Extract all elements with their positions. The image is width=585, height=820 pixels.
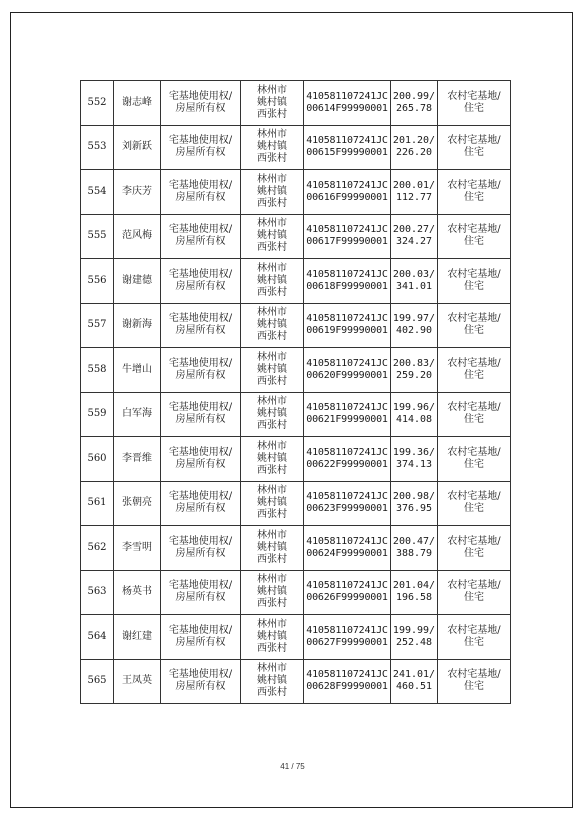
owner-name-cell: 王凤英	[114, 659, 161, 704]
table-row	[81, 659, 511, 704]
parcel-code-cell	[304, 170, 391, 215]
record-number-cell: 560	[81, 437, 114, 482]
parcel-code-cell-line: 00617F99990001	[306, 236, 388, 248]
location-cell-line: 林州市	[257, 663, 287, 675]
area-cell	[391, 526, 438, 571]
table-row	[81, 526, 511, 571]
land-use-cell-line: 农村宅基地/	[447, 402, 501, 414]
right-type-cell-line: 宅基地使用权/	[168, 135, 233, 147]
land-use-cell	[438, 348, 511, 393]
location-cell	[241, 303, 304, 348]
right-type-cell-line: 宅基地使用权/	[168, 624, 233, 636]
table-row	[81, 615, 511, 660]
area-cell-line: 201.04/	[392, 580, 436, 592]
parcel-code-cell-line: 410581107241JC	[306, 135, 388, 147]
land-use-cell	[438, 392, 511, 437]
area-cell-line: 460.51	[395, 681, 433, 693]
parcel-code-cell-line: 00616F99990001	[306, 191, 388, 203]
location-cell-line: 西张村	[257, 509, 287, 521]
parcel-code-cell-line: 00624F99990001	[306, 547, 388, 559]
land-use-cell	[438, 170, 511, 215]
area-cell-line: 200.01/	[392, 179, 436, 191]
area-cell	[391, 259, 438, 304]
area-cell-line: 341.01	[395, 280, 433, 292]
parcel-code-cell-line: 410581107241JC	[306, 268, 388, 280]
right-type-cell-line: 宅基地使用权/	[168, 357, 233, 369]
location-cell-line: 姚村镇	[257, 630, 287, 642]
location-cell-line: 林州市	[257, 307, 287, 319]
area-cell-line: 374.13	[395, 458, 433, 470]
location-cell-line: 西张村	[257, 642, 287, 654]
owner-name-cell: 李晋维	[114, 437, 161, 482]
table-row	[81, 170, 511, 215]
right-type-cell-line: 房屋所有权	[175, 592, 226, 604]
land-use-cell	[438, 659, 511, 704]
land-use-cell-line: 住宅	[464, 458, 484, 470]
right-type-cell-line: 宅基地使用权/	[168, 402, 233, 414]
location-cell-line: 姚村镇	[257, 408, 287, 420]
location-cell-line: 姚村镇	[257, 541, 287, 553]
land-use-cell	[438, 303, 511, 348]
location-cell	[241, 81, 304, 126]
parcel-code-cell-line: 410581107241JC	[306, 357, 388, 369]
area-cell-line: 200.99/	[392, 90, 436, 102]
land-use-cell-line: 农村宅基地/	[447, 90, 501, 102]
land-use-cell-line: 农村宅基地/	[447, 135, 501, 147]
right-type-cell-line: 宅基地使用权/	[168, 580, 233, 592]
land-use-cell	[438, 570, 511, 615]
parcel-code-cell-line: 410581107241JC	[306, 580, 388, 592]
area-cell-line: 226.20	[395, 147, 433, 159]
parcel-code-cell	[304, 81, 391, 126]
right-type-cell-line: 宅基地使用权/	[168, 179, 233, 191]
right-type-cell-line: 宅基地使用权/	[168, 268, 233, 280]
land-use-cell-line: 住宅	[464, 369, 484, 381]
location-cell-line: 西张村	[257, 153, 287, 165]
parcel-code-cell-line: 00626F99990001	[306, 592, 388, 604]
land-use-cell	[438, 437, 511, 482]
land-use-cell	[438, 615, 511, 660]
land-use-cell-line: 农村宅基地/	[447, 357, 501, 369]
parcel-code-cell	[304, 615, 391, 660]
land-use-cell-line: 住宅	[464, 681, 484, 693]
parcel-code-cell-line: 00620F99990001	[306, 369, 388, 381]
right-type-cell	[161, 81, 241, 126]
right-type-cell-line: 房屋所有权	[175, 191, 226, 203]
area-cell-line: 200.83/	[392, 357, 436, 369]
parcel-code-cell-line: 410581107241JC	[306, 624, 388, 636]
table-row	[81, 481, 511, 526]
parcel-code-cell	[304, 214, 391, 259]
right-type-cell	[161, 392, 241, 437]
parcel-code-cell-line: 00627F99990001	[306, 636, 388, 648]
location-cell-line: 西张村	[257, 420, 287, 432]
location-cell-line: 姚村镇	[257, 497, 287, 509]
table-row	[81, 392, 511, 437]
location-cell-line: 林州市	[257, 529, 287, 541]
right-type-cell	[161, 348, 241, 393]
location-cell	[241, 170, 304, 215]
area-cell	[391, 437, 438, 482]
parcel-code-cell-line: 410581107241JC	[306, 535, 388, 547]
right-type-cell	[161, 437, 241, 482]
table-row	[81, 214, 511, 259]
land-use-cell-line: 农村宅基地/	[447, 224, 501, 236]
area-cell-line: 252.48	[395, 636, 433, 648]
land-use-cell-line: 农村宅基地/	[447, 179, 501, 191]
area-cell-line: 199.36/	[392, 446, 436, 458]
parcel-code-cell-line: 00628F99990001	[306, 681, 388, 693]
parcel-code-cell	[304, 303, 391, 348]
parcel-code-cell	[304, 392, 391, 437]
right-type-cell-line: 房屋所有权	[175, 102, 226, 114]
location-cell-line: 姚村镇	[257, 274, 287, 286]
land-use-cell	[438, 214, 511, 259]
location-cell-line: 姚村镇	[257, 586, 287, 598]
area-cell-line: 200.03/	[392, 268, 436, 280]
area-cell-line: 414.08	[395, 414, 433, 426]
parcel-code-cell	[304, 526, 391, 571]
land-use-cell-line: 住宅	[464, 191, 484, 203]
right-type-cell-line: 房屋所有权	[175, 681, 226, 693]
right-type-cell-line: 房屋所有权	[175, 458, 226, 470]
area-cell	[391, 392, 438, 437]
land-use-cell-line: 住宅	[464, 414, 484, 426]
owner-name-cell: 谢建德	[114, 259, 161, 304]
owner-name-cell: 张朝亮	[114, 481, 161, 526]
land-use-cell-line: 住宅	[464, 547, 484, 559]
right-type-cell	[161, 659, 241, 704]
location-cell-line: 西张村	[257, 553, 287, 565]
right-type-cell	[161, 570, 241, 615]
location-cell-line: 西张村	[257, 464, 287, 476]
land-use-cell-line: 住宅	[464, 236, 484, 248]
location-cell	[241, 214, 304, 259]
location-cell	[241, 259, 304, 304]
area-cell-line: 388.79	[395, 547, 433, 559]
parcel-code-cell-line: 410581107241JC	[306, 179, 388, 191]
parcel-code-cell-line: 00621F99990001	[306, 414, 388, 426]
table-row	[81, 81, 511, 126]
area-cell-line: 259.20	[395, 369, 433, 381]
owner-name-cell: 杨英书	[114, 570, 161, 615]
area-cell-line: 199.97/	[392, 313, 436, 325]
parcel-code-cell-line: 00614F99990001	[306, 102, 388, 114]
table-row	[81, 303, 511, 348]
area-cell	[391, 481, 438, 526]
land-use-cell-line: 住宅	[464, 592, 484, 604]
location-cell-line: 姚村镇	[257, 96, 287, 108]
property-records-table	[80, 80, 511, 704]
area-cell	[391, 81, 438, 126]
location-cell-line: 姚村镇	[257, 363, 287, 375]
area-cell-line: 324.27	[395, 236, 433, 248]
owner-name-cell: 白军海	[114, 392, 161, 437]
area-cell-line: 376.95	[395, 503, 433, 515]
location-cell-line: 林州市	[257, 84, 287, 96]
right-type-cell	[161, 259, 241, 304]
location-cell-line: 西张村	[257, 687, 287, 699]
area-cell	[391, 570, 438, 615]
location-cell	[241, 615, 304, 660]
parcel-code-cell-line: 410581107241JC	[306, 446, 388, 458]
right-type-cell	[161, 526, 241, 571]
right-type-cell-line: 宅基地使用权/	[168, 491, 233, 503]
land-use-cell-line: 住宅	[464, 503, 484, 515]
location-cell-line: 林州市	[257, 618, 287, 630]
right-type-cell-line: 宅基地使用权/	[168, 313, 233, 325]
right-type-cell-line: 房屋所有权	[175, 636, 226, 648]
location-cell-line: 西张村	[257, 242, 287, 254]
table-row	[81, 125, 511, 170]
owner-name-cell: 李雪明	[114, 526, 161, 571]
right-type-cell	[161, 214, 241, 259]
land-use-cell	[438, 259, 511, 304]
land-use-cell-line: 农村宅基地/	[447, 446, 501, 458]
table-row	[81, 259, 511, 304]
parcel-code-cell	[304, 259, 391, 304]
record-number-cell: 559	[81, 392, 114, 437]
right-type-cell-line: 房屋所有权	[175, 503, 226, 515]
land-use-cell-line: 农村宅基地/	[447, 268, 501, 280]
location-cell-line: 林州市	[257, 129, 287, 141]
record-number-cell: 557	[81, 303, 114, 348]
area-cell	[391, 615, 438, 660]
location-cell-line: 林州市	[257, 218, 287, 230]
location-cell	[241, 392, 304, 437]
area-cell-line: 241.01/	[392, 669, 436, 681]
area-cell	[391, 303, 438, 348]
right-type-cell	[161, 125, 241, 170]
record-number-cell: 556	[81, 259, 114, 304]
parcel-code-cell-line: 410581107241JC	[306, 402, 388, 414]
location-cell	[241, 526, 304, 571]
land-use-cell-line: 住宅	[464, 280, 484, 292]
land-use-cell-line: 住宅	[464, 636, 484, 648]
right-type-cell	[161, 303, 241, 348]
parcel-code-cell	[304, 348, 391, 393]
record-number-cell: 555	[81, 214, 114, 259]
parcel-code-cell-line: 00622F99990001	[306, 458, 388, 470]
right-type-cell-line: 房屋所有权	[175, 325, 226, 337]
right-type-cell-line: 房屋所有权	[175, 547, 226, 559]
owner-name-cell: 范风梅	[114, 214, 161, 259]
land-use-cell-line: 农村宅基地/	[447, 580, 501, 592]
record-number-cell: 553	[81, 125, 114, 170]
right-type-cell-line: 房屋所有权	[175, 369, 226, 381]
location-cell	[241, 125, 304, 170]
table-row	[81, 437, 511, 482]
location-cell-line: 林州市	[257, 351, 287, 363]
page-number: 41 / 75	[280, 762, 305, 771]
land-use-cell	[438, 81, 511, 126]
area-cell	[391, 659, 438, 704]
location-cell-line: 西张村	[257, 108, 287, 120]
location-cell-line: 西张村	[257, 286, 287, 298]
parcel-code-cell	[304, 570, 391, 615]
right-type-cell-line: 房屋所有权	[175, 236, 226, 248]
land-use-cell-line: 农村宅基地/	[447, 669, 501, 681]
area-cell	[391, 125, 438, 170]
right-type-cell-line: 房屋所有权	[175, 147, 226, 159]
parcel-code-cell-line: 00619F99990001	[306, 325, 388, 337]
area-cell-line: 112.77	[395, 191, 433, 203]
parcel-code-cell-line: 00618F99990001	[306, 280, 388, 292]
location-cell	[241, 570, 304, 615]
location-cell-line: 西张村	[257, 375, 287, 387]
location-cell	[241, 348, 304, 393]
land-use-cell-line: 农村宅基地/	[447, 491, 501, 503]
record-number-cell: 564	[81, 615, 114, 660]
record-number-cell: 552	[81, 81, 114, 126]
table-row	[81, 570, 511, 615]
parcel-code-cell-line: 410581107241JC	[306, 224, 388, 236]
right-type-cell-line: 房屋所有权	[175, 280, 226, 292]
land-use-cell	[438, 125, 511, 170]
parcel-code-cell	[304, 437, 391, 482]
parcel-code-cell-line: 00623F99990001	[306, 503, 388, 515]
land-use-cell-line: 住宅	[464, 325, 484, 337]
parcel-code-cell	[304, 125, 391, 170]
area-cell	[391, 170, 438, 215]
location-cell-line: 姚村镇	[257, 452, 287, 464]
area-cell	[391, 214, 438, 259]
right-type-cell-line: 宅基地使用权/	[168, 224, 233, 236]
land-use-cell-line: 住宅	[464, 102, 484, 114]
location-cell-line: 姚村镇	[257, 675, 287, 687]
area-cell-line: 402.90	[395, 325, 433, 337]
area-cell-line: 199.96/	[392, 402, 436, 414]
record-number-cell: 562	[81, 526, 114, 571]
right-type-cell-line: 房屋所有权	[175, 414, 226, 426]
area-cell-line: 200.27/	[392, 224, 436, 236]
location-cell-line: 西张村	[257, 331, 287, 343]
parcel-code-cell-line: 410581107241JC	[306, 491, 388, 503]
location-cell-line: 姚村镇	[257, 319, 287, 331]
owner-name-cell: 刘新跃	[114, 125, 161, 170]
right-type-cell	[161, 481, 241, 526]
owner-name-cell: 谢志峰	[114, 81, 161, 126]
record-number-cell: 561	[81, 481, 114, 526]
location-cell-line: 林州市	[257, 262, 287, 274]
right-type-cell	[161, 170, 241, 215]
location-cell-line: 林州市	[257, 173, 287, 185]
right-type-cell-line: 宅基地使用权/	[168, 535, 233, 547]
record-number-cell: 565	[81, 659, 114, 704]
table-row	[81, 348, 511, 393]
location-cell-line: 西张村	[257, 197, 287, 209]
record-number-cell: 563	[81, 570, 114, 615]
owner-name-cell: 牛增山	[114, 348, 161, 393]
location-cell	[241, 659, 304, 704]
parcel-code-cell-line: 00615F99990001	[306, 147, 388, 159]
right-type-cell-line: 宅基地使用权/	[168, 669, 233, 681]
owner-name-cell: 谢新海	[114, 303, 161, 348]
location-cell-line: 林州市	[257, 574, 287, 586]
area-cell-line: 200.47/	[392, 535, 436, 547]
parcel-code-cell-line: 410581107241JC	[306, 313, 388, 325]
right-type-cell-line: 宅基地使用权/	[168, 446, 233, 458]
table-body	[81, 81, 511, 704]
land-use-cell-line: 农村宅基地/	[447, 535, 501, 547]
land-use-cell-line: 住宅	[464, 147, 484, 159]
parcel-code-cell	[304, 659, 391, 704]
area-cell	[391, 348, 438, 393]
parcel-code-cell	[304, 481, 391, 526]
area-cell-line: 265.78	[395, 102, 433, 114]
location-cell	[241, 481, 304, 526]
right-type-cell	[161, 615, 241, 660]
location-cell-line: 姚村镇	[257, 141, 287, 153]
owner-name-cell: 李庆芳	[114, 170, 161, 215]
right-type-cell-line: 宅基地使用权/	[168, 90, 233, 102]
location-cell-line: 姚村镇	[257, 185, 287, 197]
parcel-code-cell-line: 410581107241JC	[306, 90, 388, 102]
land-use-cell-line: 农村宅基地/	[447, 624, 501, 636]
location-cell-line: 林州市	[257, 485, 287, 497]
area-cell-line: 200.98/	[392, 491, 436, 503]
record-number-cell: 554	[81, 170, 114, 215]
record-number-cell: 558	[81, 348, 114, 393]
location-cell-line: 林州市	[257, 396, 287, 408]
location-cell-line: 姚村镇	[257, 230, 287, 242]
location-cell-line: 西张村	[257, 598, 287, 610]
area-cell-line: 201.20/	[392, 135, 436, 147]
owner-name-cell: 谢红建	[114, 615, 161, 660]
location-cell-line: 林州市	[257, 440, 287, 452]
area-cell-line: 199.99/	[392, 624, 436, 636]
land-use-cell	[438, 526, 511, 571]
land-use-cell-line: 农村宅基地/	[447, 313, 501, 325]
land-use-cell	[438, 481, 511, 526]
parcel-code-cell-line: 410581107241JC	[306, 669, 388, 681]
location-cell	[241, 437, 304, 482]
area-cell-line: 196.58	[395, 592, 433, 604]
